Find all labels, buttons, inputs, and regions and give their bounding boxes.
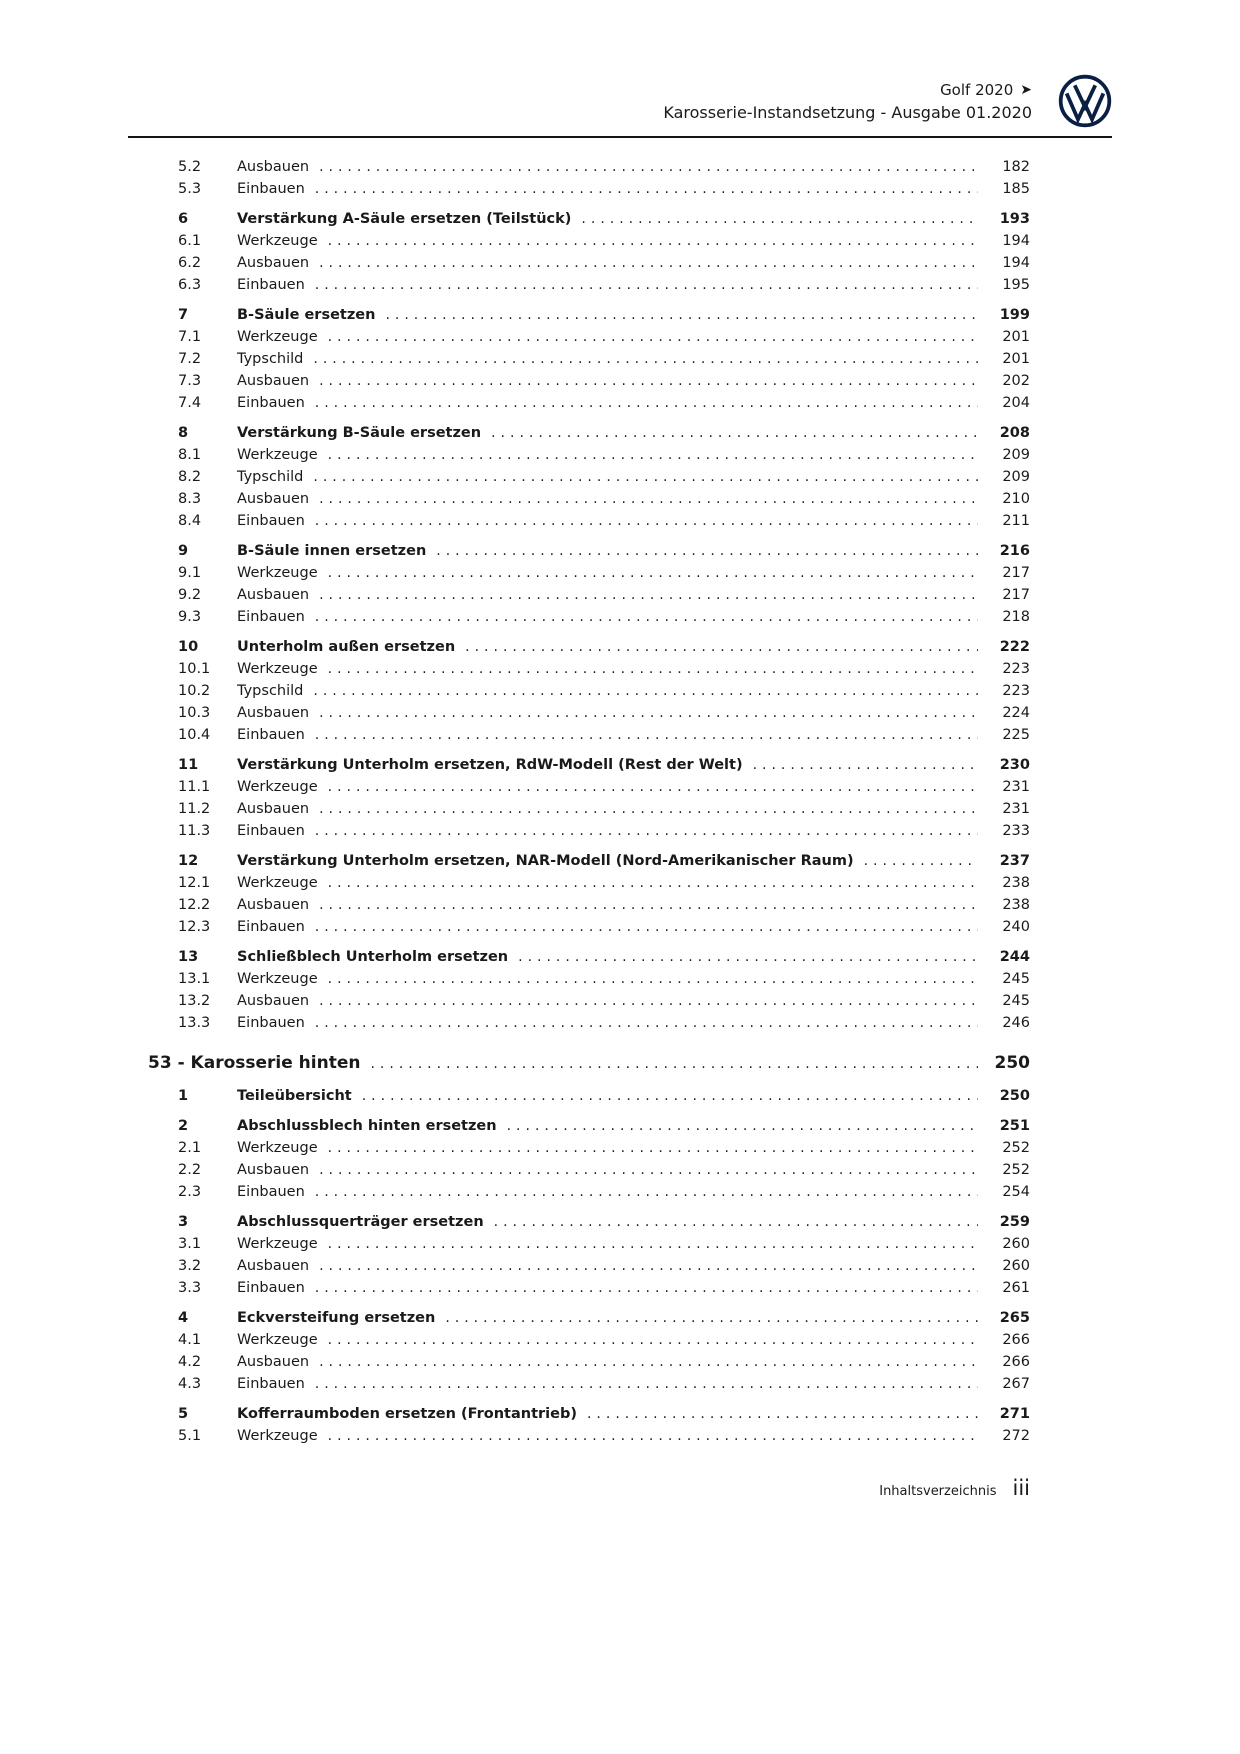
dot-leader (319, 894, 978, 916)
toc-entry-title: B-Säule ersetzen (237, 307, 376, 323)
toc-row (178, 894, 1030, 916)
toc-entry-number: 4.3 (178, 1376, 202, 1392)
dot-leader (587, 1403, 978, 1425)
toc-entry-title: Ausbauen (237, 897, 310, 913)
toc-row (178, 680, 1030, 702)
toc-entry-number: 13.3 (178, 1015, 211, 1031)
toc-entry-number: 11.3 (178, 823, 211, 839)
toc (148, 156, 1030, 1447)
toc-entry-title: 53 - Karosserie hinten (148, 1053, 361, 1073)
toc-entry-page: 266 (1002, 1354, 1030, 1370)
toc-entry-title: Verstärkung Unterholm ersetzen, RdW-Modell (Rest der Welt) (237, 757, 743, 773)
dot-leader (315, 606, 978, 628)
toc-entry-title: Einbauen (237, 181, 305, 197)
toc-entry-number: 10.4 (178, 727, 211, 743)
toc-entry-number: 12.1 (178, 875, 211, 891)
toc-entry-number: 11.1 (178, 779, 211, 795)
toc-row (178, 916, 1030, 938)
toc-row (178, 606, 1030, 628)
toc-entry-page: 195 (1002, 277, 1030, 293)
toc-row (178, 1351, 1030, 1373)
toc-entry-number: 13.2 (178, 993, 211, 1009)
toc-row (178, 230, 1030, 252)
toc-entry-title: Werkzeuge (237, 779, 318, 795)
toc-entry-number: 2.2 (178, 1162, 202, 1178)
toc-entry-title: Einbauen (237, 1015, 305, 1031)
toc-row (178, 1277, 1030, 1299)
dot-leader (315, 820, 978, 842)
toc-entry-number: 3.2 (178, 1258, 202, 1274)
dot-leader (328, 1137, 978, 1159)
toc-row (178, 274, 1030, 296)
dot-leader (315, 392, 978, 414)
toc-entry-number: 12.3 (178, 919, 211, 935)
toc-row (178, 252, 1030, 274)
dot-leader (362, 1085, 978, 1107)
toc-entry-title: Einbauen (237, 823, 305, 839)
toc-entry-number: 7.1 (178, 329, 202, 345)
toc-entry-title: Ausbauen (237, 373, 310, 389)
toc-entry-title: Ausbauen (237, 801, 310, 817)
toc-row (178, 872, 1030, 894)
toc-entry-page: 231 (1002, 779, 1030, 795)
dot-leader (491, 422, 978, 444)
vw-logo (1058, 74, 1112, 128)
dot-leader (507, 1115, 978, 1137)
toc-row (178, 510, 1030, 532)
toc-entry-title: Kofferraumboden ersetzen (Frontantrieb) (237, 1406, 577, 1422)
toc-entry-number: 3 (178, 1214, 189, 1230)
toc-row (178, 658, 1030, 680)
toc-entry-number: 8.4 (178, 513, 202, 529)
toc-row (178, 540, 1030, 562)
toc-row (178, 562, 1030, 584)
toc-entry-page: 233 (1002, 823, 1030, 839)
toc-entry-title: Einbauen (237, 1376, 305, 1392)
toc-entry-number: 11 (178, 757, 199, 773)
dot-leader (315, 178, 978, 200)
toc-entry-page: 204 (1002, 395, 1030, 411)
dot-leader (328, 776, 978, 798)
toc-entry-title: Werkzeuge (237, 971, 318, 987)
toc-row (178, 1159, 1030, 1181)
toc-entry-title: Abschlussblech hinten ersetzen (237, 1118, 497, 1134)
dot-leader (315, 1181, 978, 1203)
toc-entry-number: 5.3 (178, 181, 202, 197)
dot-leader (319, 584, 978, 606)
dot-leader (328, 444, 978, 466)
toc-entry-number: 10.3 (178, 705, 211, 721)
toc-entry-number: 7.2 (178, 351, 202, 367)
toc-entry-page: 271 (999, 1406, 1030, 1422)
dot-leader (328, 872, 978, 894)
toc-entry-number: 7.3 (178, 373, 202, 389)
toc-entry-page: 193 (999, 211, 1030, 227)
toc-row (178, 1211, 1030, 1233)
toc-entry-page: 209 (1002, 469, 1030, 485)
toc-entry-title: Ausbauen (237, 705, 310, 721)
dot-leader (319, 1159, 978, 1181)
toc-entry-page: 185 (1002, 181, 1030, 197)
dot-leader (319, 156, 978, 178)
toc-entry-page: 217 (1002, 565, 1030, 581)
toc-entry-page: 209 (1002, 447, 1030, 463)
toc-entry-number: 9.3 (178, 609, 202, 625)
toc-row (178, 348, 1030, 370)
toc-entry-number: 8.1 (178, 447, 202, 463)
toc-entry-title: Werkzeuge (237, 1332, 318, 1348)
toc-entry-page: 267 (1002, 1376, 1030, 1392)
toc-entry-page: 217 (1002, 587, 1030, 603)
toc-entry-title: Einbauen (237, 1280, 305, 1296)
toc-entry-title: Typschild (237, 469, 304, 485)
toc-row (178, 178, 1030, 200)
toc-entry-number: 11.2 (178, 801, 211, 817)
dot-leader (494, 1211, 978, 1233)
toc-entry-title: Werkzeuge (237, 875, 318, 891)
dot-leader (385, 304, 978, 326)
arrow-right-icon: ➤ (1020, 81, 1032, 98)
toc-entry-page: 194 (1002, 255, 1030, 271)
toc-entry-number: 6.2 (178, 255, 202, 271)
dot-leader (319, 252, 978, 274)
toc-entry-page: 245 (1002, 971, 1030, 987)
toc-entry-page: 218 (1002, 609, 1030, 625)
toc-row (178, 636, 1030, 658)
dot-leader (313, 348, 978, 370)
dot-leader (319, 488, 978, 510)
toc-row (178, 724, 1030, 746)
dot-leader (518, 946, 978, 968)
toc-entry-title: Werkzeuge (237, 1428, 318, 1444)
toc-entry-page: 224 (1002, 705, 1030, 721)
toc-entry-number: 2 (178, 1118, 189, 1134)
toc-entry-title: Typschild (237, 683, 304, 699)
toc-entry-page: 252 (1002, 1140, 1030, 1156)
toc-entry-title: Ausbauen (237, 159, 310, 175)
toc-entry-number: 4 (178, 1310, 189, 1326)
toc-entry-page: 231 (1002, 801, 1030, 817)
toc-row (178, 326, 1030, 348)
toc-entry-number: 10.2 (178, 683, 211, 699)
toc-entry-title: Ausbauen (237, 491, 310, 507)
toc-row (178, 422, 1030, 444)
toc-entry-page: 225 (1002, 727, 1030, 743)
toc-entry-page: 244 (999, 949, 1030, 965)
toc-entry-page: 216 (999, 543, 1030, 559)
toc-row (178, 946, 1030, 968)
toc-row (178, 584, 1030, 606)
toc-entry-number: 8 (178, 425, 189, 441)
toc-entry-page: 246 (1002, 1015, 1030, 1031)
toc-entry-number: 7 (178, 307, 189, 323)
footer-section-label: Inhaltsverzeichnis (879, 1484, 997, 1499)
toc-entry-page: 250 (999, 1088, 1030, 1104)
toc-entry-number: 13.1 (178, 971, 211, 987)
dot-leader (328, 562, 978, 584)
toc-entry-number: 4.1 (178, 1332, 202, 1348)
page-footer (879, 1476, 1030, 1500)
dot-leader (319, 702, 978, 724)
model-name: Golf 2020 (940, 80, 1014, 99)
toc-entry-page: 250 (994, 1053, 1030, 1073)
toc-entry-title: Schließblech Unterholm ersetzen (237, 949, 509, 965)
toc-entry-title: Einbauen (237, 609, 305, 625)
toc-entry-number: 8.2 (178, 469, 202, 485)
toc-entry-page: 261 (1002, 1280, 1030, 1296)
dot-leader (315, 1012, 978, 1034)
toc-entry-page: 266 (1002, 1332, 1030, 1348)
toc-entry-number: 12 (178, 853, 199, 869)
toc-row (178, 392, 1030, 414)
toc-entry-title: Teileübersicht (237, 1088, 352, 1104)
toc-entry-page: 223 (1002, 683, 1030, 699)
toc-entry-title: Einbauen (237, 513, 305, 529)
document-subtitle: Karosserie-Instandsetzung - Ausgabe 01.2020 (663, 102, 1032, 122)
toc-entry-title: Werkzeuge (237, 661, 318, 677)
toc-row (178, 444, 1030, 466)
dot-leader (315, 510, 978, 532)
toc-row (178, 370, 1030, 392)
toc-row (178, 1307, 1030, 1329)
toc-entry-title: Abschlussquerträger ersetzen (237, 1214, 484, 1230)
toc-entry-title: Ausbauen (237, 1258, 310, 1274)
toc-entry-title: Ausbauen (237, 993, 310, 1009)
dot-leader (328, 1329, 978, 1351)
page-header (128, 0, 1112, 138)
toc-entry-page: 210 (1002, 491, 1030, 507)
toc-entry-number: 10 (178, 639, 199, 655)
toc-entry-number: 1 (178, 1088, 189, 1104)
toc-row (178, 466, 1030, 488)
toc-entry-title: B-Säule innen ersetzen (237, 543, 427, 559)
toc-row (178, 1181, 1030, 1203)
toc-entry-title: Ausbauen (237, 587, 310, 603)
toc-entry-number: 6 (178, 211, 189, 227)
toc-entry-title: Ausbauen (237, 1162, 310, 1178)
toc-entry-page: 182 (1002, 159, 1030, 175)
footer-page-number: iii (1012, 1476, 1030, 1500)
toc-row (178, 1425, 1030, 1447)
toc-row (178, 304, 1030, 326)
toc-entry-title: Einbauen (237, 395, 305, 411)
toc-entry-title: Werkzeuge (237, 233, 318, 249)
toc-entry-number: 5 (178, 1406, 189, 1422)
toc-row (178, 1012, 1030, 1034)
toc-row (178, 208, 1030, 230)
toc-entry-number: 9 (178, 543, 189, 559)
dot-leader (328, 968, 978, 990)
toc-entry-number: 13 (178, 949, 199, 965)
toc-entry-title: Einbauen (237, 1184, 305, 1200)
toc-entry-number: 2.3 (178, 1184, 202, 1200)
toc-entry-number: 5.1 (178, 1428, 202, 1444)
toc-entry-number: 3.1 (178, 1236, 202, 1252)
toc-row (178, 1329, 1030, 1351)
toc-entry-number: 4.2 (178, 1354, 202, 1370)
dot-leader (313, 680, 978, 702)
dot-leader (436, 540, 978, 562)
toc-entry-number: 9.1 (178, 565, 202, 581)
dot-leader (315, 274, 978, 296)
dot-leader (319, 1255, 978, 1277)
toc-entry-title: Werkzeuge (237, 1236, 318, 1252)
toc-entry-title: Eckversteifung ersetzen (237, 1310, 436, 1326)
dot-leader (315, 724, 978, 746)
dot-leader (864, 850, 978, 872)
toc-entry-page: 260 (1002, 1258, 1030, 1274)
toc-entry-title: Werkzeuge (237, 1140, 318, 1156)
dot-leader (465, 636, 978, 658)
toc-entry-number: 6.3 (178, 277, 202, 293)
toc-entry-page: 202 (1002, 373, 1030, 389)
toc-entry-page: 238 (1002, 897, 1030, 913)
toc-entry-title: Ausbauen (237, 255, 310, 271)
dot-leader (315, 1373, 978, 1395)
toc-entry-page: 260 (1002, 1236, 1030, 1252)
toc-entry-number: 7.4 (178, 395, 202, 411)
dot-leader (581, 208, 978, 230)
toc-entry-number: 12.2 (178, 897, 211, 913)
toc-row (178, 1255, 1030, 1277)
toc-entry-title: Ausbauen (237, 1354, 310, 1370)
toc-entry-title: Verstärkung Unterholm ersetzen, NAR-Modell (Nord-Amerikanischer Raum) (237, 853, 854, 869)
toc-row (178, 488, 1030, 510)
toc-entry-number: 2.1 (178, 1140, 202, 1156)
toc-entry-title: Unterholm außen ersetzen (237, 639, 456, 655)
dot-leader (319, 1351, 978, 1373)
toc-row (178, 754, 1030, 776)
header-text-block (663, 81, 1032, 122)
header-content (128, 74, 1112, 128)
toc-entry-number: 6.1 (178, 233, 202, 249)
toc-entry-page: 230 (999, 757, 1030, 773)
toc-entry-title: Einbauen (237, 919, 305, 935)
toc-entry-title: Einbauen (237, 727, 305, 743)
toc-row (178, 1115, 1030, 1137)
dot-leader (328, 230, 978, 252)
toc-entry-number: 10.1 (178, 661, 211, 677)
toc-entry-page: 272 (1002, 1428, 1030, 1444)
toc-entry-title: Verstärkung A-Säule ersetzen (Teilstück) (237, 211, 572, 227)
toc-entry-title: Werkzeuge (237, 565, 318, 581)
toc-row (178, 776, 1030, 798)
dot-leader (370, 1052, 978, 1075)
toc-entry-page: 259 (999, 1214, 1030, 1230)
toc-entry-number: 8.3 (178, 491, 202, 507)
dot-leader (319, 370, 978, 392)
toc-entry-page: 199 (999, 307, 1030, 323)
toc-entry-page: 211 (1002, 513, 1030, 529)
dot-leader (315, 1277, 978, 1299)
dot-leader (319, 798, 978, 820)
toc-row (178, 1233, 1030, 1255)
toc-entry-page: 238 (1002, 875, 1030, 891)
toc-row (178, 702, 1030, 724)
toc-row (178, 968, 1030, 990)
dot-leader (315, 916, 978, 938)
toc-entry-number: 5.2 (178, 159, 202, 175)
dot-leader (328, 326, 978, 348)
dot-leader (328, 658, 978, 680)
toc-entry-title: Werkzeuge (237, 329, 318, 345)
toc-entry-page: 208 (999, 425, 1030, 441)
dot-leader (313, 466, 978, 488)
toc-entry-page: 222 (999, 639, 1030, 655)
dot-leader (328, 1233, 978, 1255)
toc-row (178, 1403, 1030, 1425)
toc-entry-title: Verstärkung B-Säule ersetzen (237, 425, 482, 441)
toc-entry-page: 251 (999, 1118, 1030, 1134)
toc-entry-title: Typschild (237, 351, 304, 367)
toc-row (178, 820, 1030, 842)
toc-row (178, 850, 1030, 872)
toc-entry-page: 223 (1002, 661, 1030, 677)
toc-entry-number: 3.3 (178, 1280, 202, 1296)
toc-entry-title: Einbauen (237, 277, 305, 293)
toc-entry-page: 254 (1002, 1184, 1030, 1200)
dot-leader (319, 990, 978, 1012)
toc-row (178, 1085, 1030, 1107)
toc-row (148, 1052, 1030, 1075)
toc-entry-page: 237 (999, 853, 1030, 869)
toc-entry-page: 201 (1002, 351, 1030, 367)
toc-entry-page: 252 (1002, 1162, 1030, 1178)
toc-row (178, 798, 1030, 820)
toc-entry-number: 9.2 (178, 587, 202, 603)
dot-leader (445, 1307, 978, 1329)
toc-entry-page: 240 (1002, 919, 1030, 935)
dot-leader (328, 1425, 978, 1447)
toc-entry-page: 201 (1002, 329, 1030, 345)
model-line (940, 81, 1032, 99)
toc-row (178, 1373, 1030, 1395)
toc-entry-title: Werkzeuge (237, 447, 318, 463)
toc-entry-page: 265 (999, 1310, 1030, 1326)
dot-leader (753, 754, 978, 776)
toc-row (178, 990, 1030, 1012)
toc-row (178, 156, 1030, 178)
toc-entry-page: 245 (1002, 993, 1030, 1009)
toc-row (178, 1137, 1030, 1159)
toc-entry-page: 194 (1002, 233, 1030, 249)
